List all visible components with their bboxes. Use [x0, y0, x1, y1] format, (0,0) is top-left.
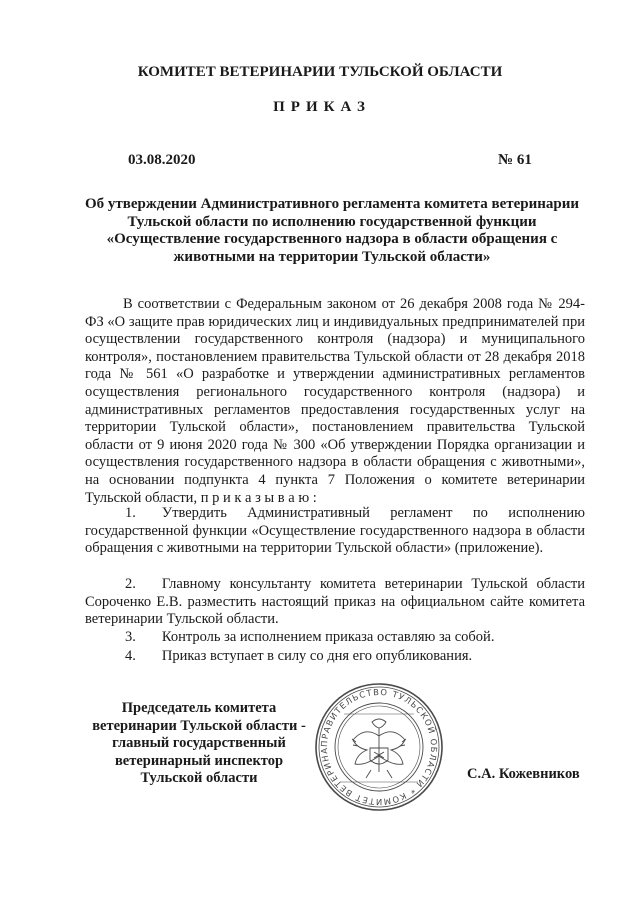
position-line: ветеринарный инспектор — [114, 752, 284, 769]
position-line: ветеринарии Тульской области - — [92, 717, 306, 734]
seal-text: ПРАВИТЕЛЬСТВО ТУЛЬСКОЙ ОБЛАСТИ * КОМИТЕТ ВЕТЕРИНА — [318, 686, 440, 808]
document-type: ПРИКАЗ — [273, 99, 371, 115]
document-number: № 61 — [498, 152, 532, 168]
preamble-paragraph — [85, 296, 585, 507]
committee-title: КОМИТЕТ ВЕТЕРИНАРИИ ТУЛЬСКОЙ ОБЛАСТИ — [137, 64, 503, 80]
order-item — [85, 648, 585, 666]
order-item — [85, 505, 585, 558]
item-text: Приказ вступает в силу со дня его опубликования. — [161, 648, 473, 664]
item-text: Контроль за исполнением приказа оставляю за собой. — [161, 629, 495, 645]
position-line: Председатель комитета — [121, 700, 277, 716]
signatory-name: С.А. Кожевников — [467, 766, 580, 782]
position-line: Тульской области — [140, 770, 258, 787]
signatory-position — [85, 700, 313, 788]
subject-line: Об утверждении Административного регламента комитета ветеринарии — [84, 196, 580, 212]
item-number: 1. — [125, 505, 136, 521]
order-item — [85, 629, 585, 647]
position-line: главный государственный — [112, 735, 286, 752]
svg-text:ПРАВИТЕЛЬСТВО ТУЛЬСКОЙ ОБЛАСТИ — [314, 670, 439, 807]
item-number: 3. — [125, 629, 136, 645]
item-number: 4. — [125, 648, 136, 664]
official-seal — [314, 670, 444, 825]
item-text: Утвердить Административный регламент по исполнению государственной функции «Осуществление государственного надзора в области обращения с животными на территории Тульской области» (приложение). — [85, 505, 585, 557]
document-subject — [82, 196, 582, 266]
document-date: 03.08.2020 — [128, 152, 196, 168]
preamble-text: В соответствии с Федеральным законом от 26 декабря 2008 года № 294-ФЗ «О защите прав юридических лиц и индивидуальных предпринимателей при осуществлении государственного контроля (надзора) и муниципального контроля», постановлением правительства Тульской области от 28 декабря 2018 года № 561 «О разработке и утверждении административных регламентов осуществления регионального государственного контроля (надзора) и административных регламентов предоставления государственных услуг на территории Тульской области», постановлением правительства Тульской области от 9 июня 2020 года № 300 «Об утверждении Порядка организации и осуществления государственного надзора в области обращения с животными», на основании подпункта 4 пункта 7 Положения о комитете ветеринарии Тульской области, п р и к а з ы в а ю : — [85, 296, 585, 506]
subject-line: Тульской области по исполнению государственной функции — [127, 213, 537, 230]
subject-line: животными на территории Тульской области» — [173, 248, 491, 265]
item-number: 2. — [125, 576, 136, 592]
subject-line: «Осуществление государственного надзора в области обращения с — [106, 231, 558, 247]
coat-of-arms-icon — [352, 719, 406, 778]
order-item — [85, 576, 585, 629]
item-text: Главному консультанту комитета ветеринарии Тульской области Сороченко Е.В. разместить настоящий приказ на официальном сайте комитета ветеринарии Тульской области. — [85, 576, 585, 628]
